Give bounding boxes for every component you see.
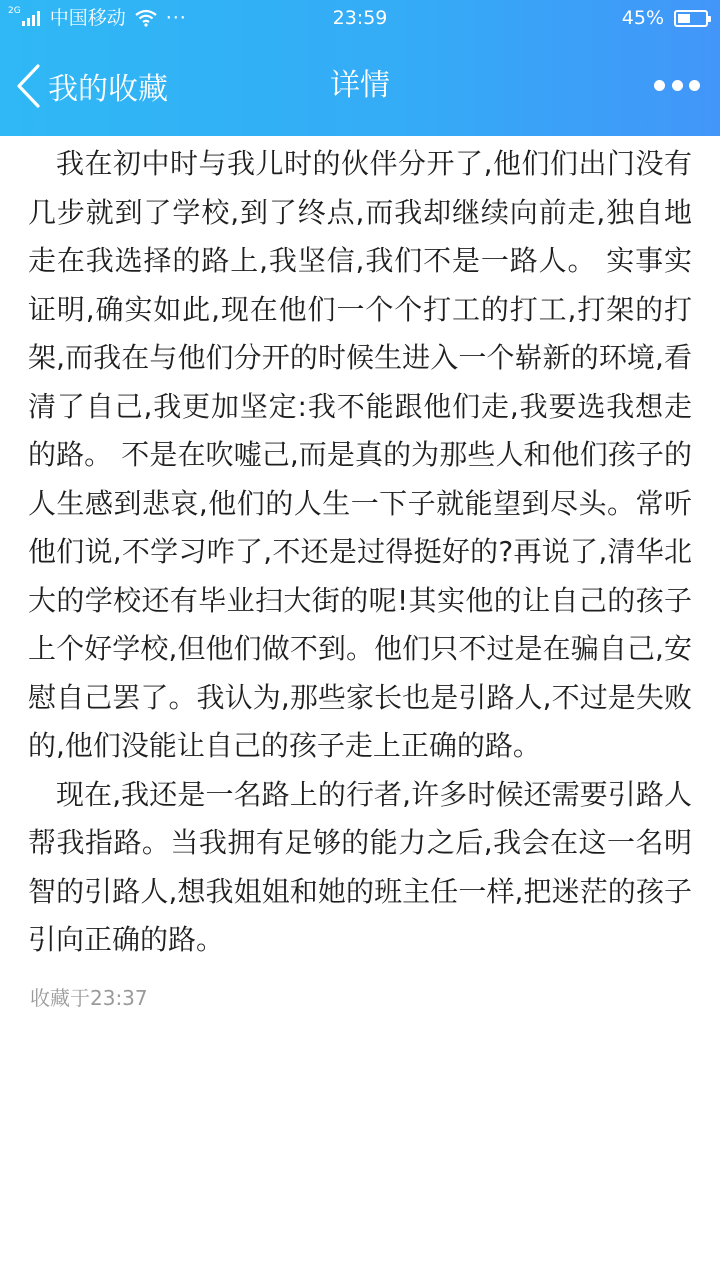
carrier-name: 中国移动 [49, 7, 126, 29]
more-notifications-indicator: ··· [165, 7, 187, 29]
back-label: 我的收藏 [48, 72, 168, 107]
note-paragraph: 我在初中时与我儿时的伙伴分开了,他们们出门没有几步就到了学校,到了终点,而我却继续向前走,独自地走在我选择的路上,我坚信,我们不是一路人。 实事实证明,确实如此,现在他们一个个打工的打工,打架的打架,而我在与他们分开的时候生进入一个崭新的环境,看清了自己,我更加坚定:我不能跟他们走,我要选我想走的路。 不是在吹嘘己,而是真的为那些人和他们孩子的人生感到悲哀,他们的人生一下子就能望到尽头。常听他们说,不学习咋了,不还是过得挺好的?再说了,清华北大的学校还有毕业扫大街的呢!其实他的让自己的孩子上个好学校,但他们做不到。他们只不过是在骗自己,安慰自己罢了。我认为,那些家长也是引路人,不过是失败的,他们没能让自己的孩子走上正确的路。 [28, 147, 692, 762]
status-time: 23:59 [332, 7, 388, 29]
more-dot [672, 80, 683, 91]
battery-percent: 45% [621, 7, 664, 29]
status-bar [0, 0, 720, 36]
note-paragraph: 现在,我还是一名路上的行者,许多时候还需要引路人帮我指路。当我拥有足够的能力之后,我会在这一名明智的引路人,想我姐姐和她的班主任一样,把迷茫的孩子引向正确的路。 [28, 777, 692, 956]
battery-icon [674, 10, 708, 27]
note-content [28, 140, 692, 965]
more-dot [654, 80, 665, 91]
battery-fill [678, 14, 690, 23]
saved-timestamp: 收藏于23:37 [30, 986, 148, 1010]
nav-bar [0, 36, 720, 136]
network-type: 2G [8, 5, 21, 16]
more-icon[interactable] [654, 74, 700, 96]
page-title: 详情 [330, 68, 390, 103]
top-bar [0, 0, 720, 136]
more-dot [689, 80, 700, 91]
status-right [622, 0, 708, 36]
